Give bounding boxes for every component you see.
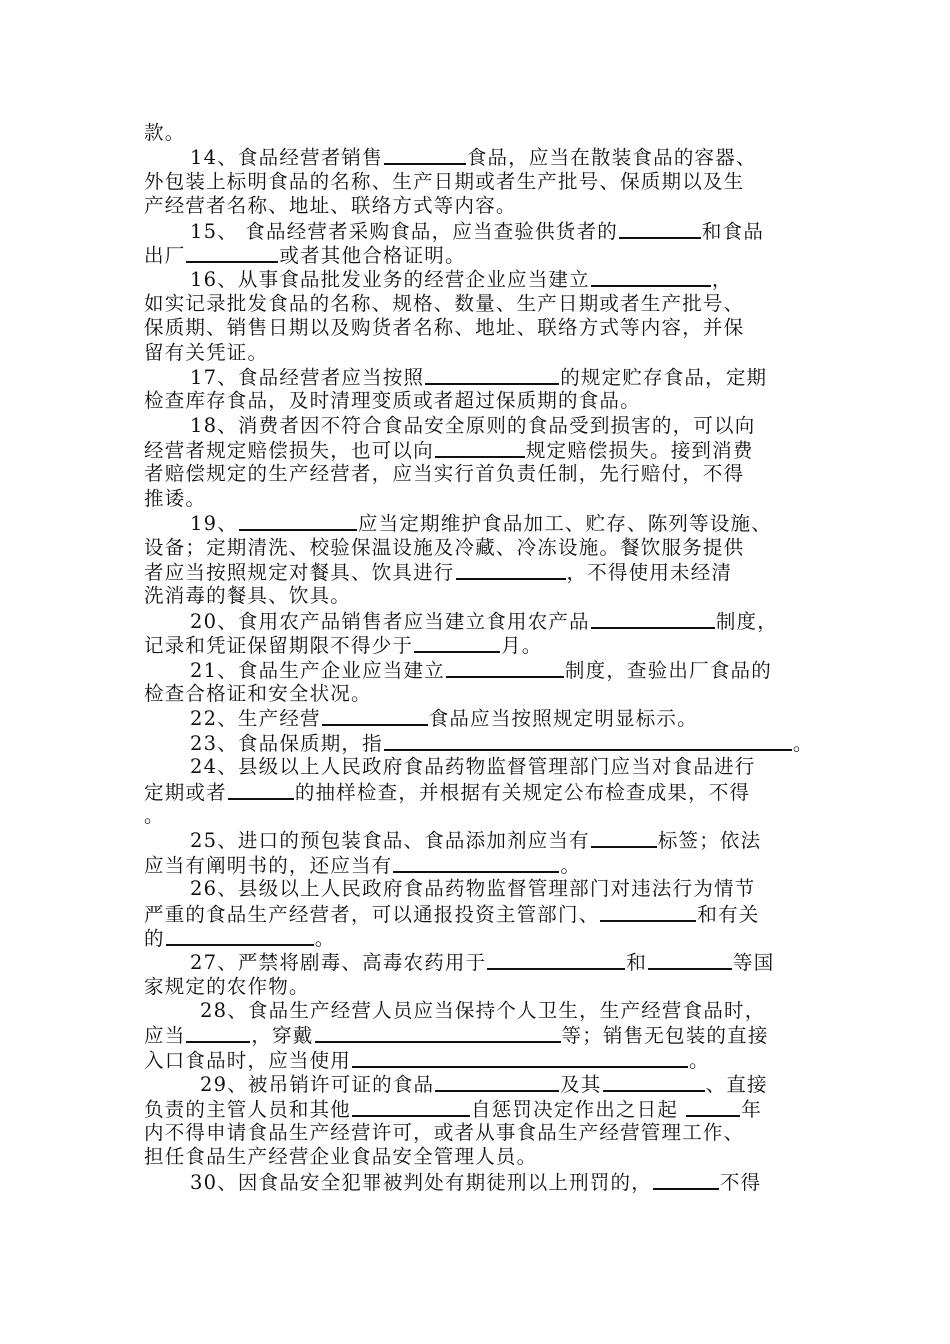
text-segment: 严重的食品生产经营者，可以通报投资主管部门、: [144, 902, 600, 926]
text-segment: 出厂: [144, 243, 186, 267]
text-segment: 。: [144, 803, 165, 827]
text-segment: 。: [314, 926, 336, 950]
fill-in-blank[interactable]: [487, 950, 625, 970]
fill-in-blank[interactable]: [384, 731, 792, 751]
text-segment: 不得: [719, 1170, 762, 1194]
fill-in-blank[interactable]: [352, 1097, 470, 1117]
fill-in-blank[interactable]: [239, 511, 357, 531]
text-segment: 月。: [501, 634, 543, 658]
text-segment: 者赔偿规定的生产经营者，应当实行首负责任制，先行赔付，不得: [144, 462, 745, 486]
text-segment: 规定赔偿损失。接到消费: [525, 439, 754, 463]
fill-in-blank[interactable]: [686, 1097, 740, 1117]
text-line: [144, 609, 809, 633]
text-segment: 26、县级以上人民政府食品药物监督管理部门对违法行为情节: [190, 877, 756, 901]
text-line: [144, 1170, 809, 1194]
text-line: [144, 267, 809, 291]
text-line: [144, 438, 809, 462]
text-segment: 应当有阐明书的，还应当有: [144, 853, 393, 877]
text-line: [144, 560, 809, 584]
text-segment: 和有关: [697, 902, 760, 926]
text-segment: 。: [792, 731, 814, 755]
text-segment: 。: [689, 1048, 710, 1072]
text-line: [144, 755, 809, 779]
fill-in-blank[interactable]: [619, 219, 701, 239]
text-segment: 者应当按照规定对餐具、饮具进行: [144, 561, 455, 585]
fill-in-blank[interactable]: [315, 1023, 561, 1043]
text-segment: 留有关凭证。: [144, 340, 269, 364]
text-segment: 自惩罚决定作出之日起: [471, 1097, 686, 1121]
fill-in-blank[interactable]: [352, 1048, 688, 1068]
text-line: [144, 462, 809, 486]
text-line: [144, 975, 809, 999]
fill-in-blank[interactable]: [648, 950, 732, 970]
text-segment: 等国: [733, 951, 775, 975]
fill-in-blank[interactable]: [591, 267, 711, 287]
fill-in-blank[interactable]: [603, 1072, 705, 1092]
text-segment: 外包装上标明食品的名称、生产日期或者生产批号、保质期以及生: [144, 169, 745, 193]
text-segment: 28、食品生产经营人员应当保持个人卫生，生产经营食品时，: [200, 999, 766, 1023]
text-line: [144, 511, 809, 535]
text-segment: 等；销售无包装的直接: [561, 1024, 769, 1048]
text-line: [144, 1097, 809, 1121]
fill-in-blank[interactable]: [384, 145, 466, 165]
text-segment: 23、食品保质期，指: [190, 731, 383, 755]
fill-in-blank[interactable]: [186, 243, 278, 263]
text-segment: 制度，: [715, 609, 778, 633]
text-segment: 18、消费者因不符合食品安全原则的食品受到损害的，可以向: [190, 413, 756, 437]
fill-in-blank[interactable]: [446, 658, 564, 678]
text-segment: ，不得使用未经清: [566, 561, 733, 585]
text-line: [144, 706, 809, 730]
text-line: [144, 1072, 809, 1096]
text-segment: 定期或者: [144, 780, 227, 804]
fill-in-blank[interactable]: [393, 853, 559, 873]
text-segment: 30、因食品安全犯罪被判处有期徒刑以上刑罚的，: [190, 1170, 652, 1194]
text-segment: 年: [741, 1097, 763, 1121]
text-segment: 洗消毒的餐具、饮具。: [144, 584, 352, 608]
text-line: [144, 658, 809, 682]
text-segment: 标签；依法: [657, 829, 762, 853]
text-segment: 17、食品经营者应当按照: [190, 365, 425, 389]
text-line: [144, 389, 809, 413]
text-line: [144, 902, 809, 926]
text-segment: 担任食品生产经营企业食品安全管理人员。: [144, 1145, 538, 1169]
text-segment: 产经营者名称、地址、联络方式等内容。: [144, 194, 517, 218]
text-line: [144, 1023, 809, 1047]
text-segment: 检查库存食品，及时清理变质或者超过保质期的食品。: [144, 389, 641, 413]
text-segment: 的: [144, 926, 165, 950]
text-line: [144, 926, 809, 950]
text-segment: 和: [626, 951, 648, 975]
fill-in-blank[interactable]: [591, 828, 657, 848]
text-segment: 20、食用农产品销售者应当建立食用农产品: [190, 609, 590, 633]
text-segment: 25、进口的预包装食品、食品添加剂应当有: [190, 829, 590, 853]
text-line: [144, 1121, 809, 1145]
text-segment: ，: [711, 268, 733, 292]
text-segment: 的规定贮存食品，定期: [560, 365, 768, 389]
fill-in-blank[interactable]: [435, 1072, 559, 1092]
text-segment: 负责的主管人员和其他: [144, 1097, 352, 1121]
text-line: [144, 999, 809, 1023]
text-line: [144, 316, 809, 340]
fill-in-blank[interactable]: [228, 780, 294, 800]
text-line: [144, 414, 809, 438]
text-line: [144, 682, 809, 706]
fill-in-blank[interactable]: [322, 706, 428, 726]
text-line: [144, 1145, 809, 1169]
text-segment: 保质期、销售日期以及购货者名称、地址、联络方式等内容，并保: [144, 316, 745, 340]
text-segment: 。: [560, 853, 582, 877]
text-segment: 家规定的农作物。: [144, 974, 310, 998]
text-line: [144, 341, 809, 365]
text-line: [144, 780, 809, 804]
text-line: [144, 292, 809, 316]
text-segment: 设备；定期清洗、校验保温设施及冷藏、冷冻设施。餐饮服务提供: [144, 535, 745, 559]
text-line: [144, 487, 809, 511]
text-line: [144, 804, 809, 828]
fill-in-blank[interactable]: [435, 438, 525, 458]
fill-in-blank[interactable]: [186, 1023, 250, 1043]
text-segment: 27、严禁将剧毒、高毒农药用于: [190, 951, 487, 975]
text-line: [144, 731, 814, 755]
fill-in-blank[interactable]: [600, 902, 696, 922]
text-segment: 16、从事食品批发业务的经营企业应当建立: [190, 268, 590, 292]
text-segment: 14、食品经营者销售: [190, 146, 383, 170]
text-segment: 推诿。: [144, 486, 207, 510]
text-segment: 检查合格证和安全状况。: [144, 681, 372, 705]
text-line: [144, 584, 809, 608]
fill-in-blank[interactable]: [166, 926, 314, 946]
text-segment: 22、生产经营: [190, 707, 321, 731]
fill-in-blank[interactable]: [414, 633, 500, 653]
text-segment: 食品应当按照规定明显标示。: [428, 707, 698, 731]
text-segment: 及其: [560, 1073, 602, 1097]
text-segment: 24、县级以上人民政府食品药物监督管理部门应当对食品进行: [190, 755, 756, 779]
text-segment: 21、食品生产企业应当建立: [190, 658, 445, 682]
document-body: [144, 121, 814, 1194]
text-segment: 如实记录批发食品的名称、规格、数量、生产日期或者生产批号、: [144, 291, 745, 315]
text-line: [144, 243, 809, 267]
text-segment: 制度，查验出厂食品的: [564, 658, 772, 682]
text-line: [144, 877, 809, 901]
text-line: [144, 536, 809, 560]
text-segment: 记录和凭证保留期限不得少于: [144, 634, 414, 658]
text-segment: 15、 食品经营者采购食品，应当查验供货者的: [190, 219, 618, 243]
text-segment: 经营者规定赔偿损失，也可以向: [144, 439, 434, 463]
text-segment: 、直接: [705, 1073, 768, 1097]
text-segment: 的抽样检查，并根据有关规定公布检查成果，不得: [294, 780, 751, 804]
text-segment: 和食品: [701, 219, 765, 243]
text-line: [144, 828, 809, 852]
text-line: [144, 853, 809, 877]
fill-in-blank[interactable]: [456, 560, 566, 580]
text-segment: 或者其他合格证明。: [279, 243, 466, 267]
text-line: [144, 219, 809, 243]
fill-in-blank[interactable]: [425, 365, 559, 385]
text-segment: 19、: [190, 512, 238, 536]
text-segment: 入口食品时，应当使用: [144, 1048, 352, 1072]
text-line: [144, 145, 809, 169]
text-segment: 款。: [144, 121, 186, 144]
fill-in-blank[interactable]: [591, 609, 715, 629]
text-line: [144, 365, 809, 389]
text-line: [144, 950, 809, 974]
text-line: [144, 170, 809, 194]
text-line: [144, 121, 809, 145]
fill-in-blank[interactable]: [653, 1170, 719, 1190]
text-segment: 应当定期维护食品加工、贮存、陈列等设施、: [357, 512, 772, 536]
text-line: [144, 633, 809, 657]
text-segment: 食品，应当在散装食品的容器、: [466, 146, 757, 170]
text-segment: ，穿戴: [251, 1024, 314, 1048]
text-line: [144, 1048, 809, 1072]
text-line: [144, 194, 809, 218]
text-segment: 29、被吊销许可证的食品: [200, 1073, 435, 1097]
text-segment: 内不得申请食品生产经营许可，或者从事食品生产经营管理工作、: [144, 1121, 745, 1145]
text-segment: 应当: [144, 1024, 186, 1048]
